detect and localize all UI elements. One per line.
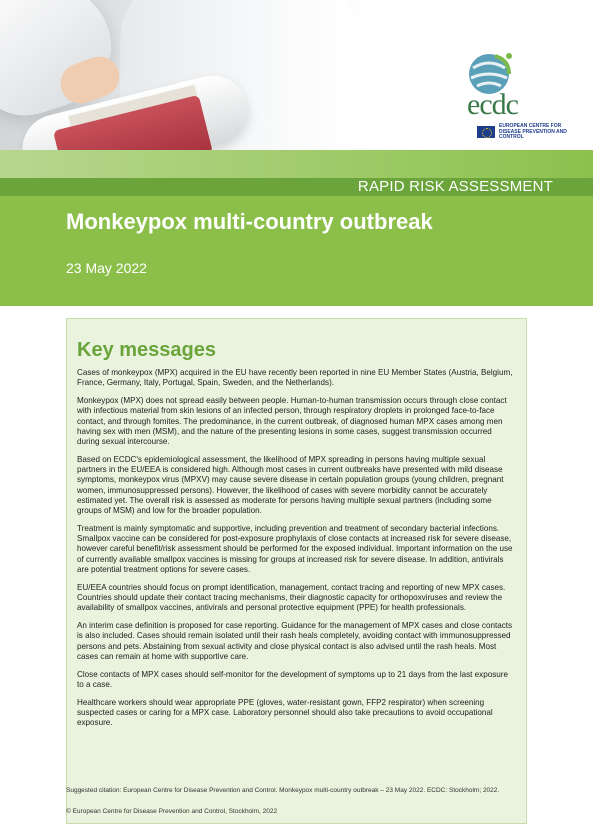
key-message-paragraph: Close contacts of MPX cases should self-monitor for the development of symptoms up to 21 days from the last exposure to a case. bbox=[77, 669, 508, 690]
photo-green-stripe bbox=[0, 150, 593, 178]
key-message-paragraph: Cases of monkeypox (MPX) acquired in the EU have recently been reported in nine EU Member States (Austria, Belgium, France, Germany, Italy, Portugal, Spain, Sweden, and the Netherlands). bbox=[77, 368, 513, 388]
key-message-paragraph: Healthcare workers should wear appropriate PPE (gloves, water-resistant gown, FFP2 respirator) when screening suspected cases or caring for a MPX case. Laboratory personnel should also take precautions to avoid occupational exposure. bbox=[77, 698, 493, 728]
ecdc-logo bbox=[455, 50, 565, 140]
key-message-paragraph: Monkeypox (MPX) does not spread easily between people. Human-to-human transmission occurs through close contact with infectious material from skin lesions of an infected person, through respiratory droplets in prolonged face-to-face contact, and through fomites. The predominance, in the current outbreak, of diagnosed human MPX cases among men having sex with men (MSM), and the nature of the presenting lesions in some cases, suggest transmission occurred during sexual intercourse. bbox=[77, 396, 507, 447]
eu-flag-icon bbox=[477, 126, 495, 138]
publication-date: 23 May 2022 bbox=[66, 260, 147, 276]
key-message-paragraph: An interim case definition is proposed for case reporting. Guidance for the management of MPX cases and close contacts is also included. Cases should remain isolated until their rash heals completely, avoiding contact with immunosuppressed persons and pets. Abstaining from sexual activity and close physical contact is also advised until the rash heals. Most cases can remain at home with supportive care. bbox=[77, 621, 513, 661]
key-message-paragraph: Treatment is mainly symptomatic and supportive, including prevention and treatment of secondary bacterial infections. Smallpox vaccine can be considered for post-exposure prophylaxis of close contacts at increased risk for severe disease, however careful benefit/risk assessment should be performed for the exposed individual. Important information on the use of currently available smallpox vaccines is missing for groups at increased risk for severe disease. In addition, antivirals are potential treatment options for severe cases. bbox=[77, 524, 513, 574]
page-title: Monkeypox multi-country outbreak bbox=[66, 209, 433, 234]
logo-subtitle: EUROPEAN CENTRE FOR DISEASE PREVENTION AND CONTROL bbox=[499, 123, 567, 140]
key-message-paragraph: Based on ECDC's epidemiological assessment, the likelihood of MPX spreading in persons having multiple sexual partners in the EU/EEA is considered high. Although most cases in current outbreaks have presented with mild disease symptoms, monkeypox virus (MPXV) may cause severe disease in certain population groups (young children, pregnant women, immunosuppressed persons). However, the likelihood of cases with severe morbidity cannot be accurately estimated yet. The overall risk is assessed as moderate for persons having multiple sexual partners (including some groups of MSM) and low for the broader population. bbox=[77, 455, 504, 516]
copyright-notice: © European Centre for Disease Prevention and Control, Stockholm, 2022 bbox=[66, 808, 278, 815]
document-type: RAPID RISK ASSESSMENT bbox=[357, 178, 553, 195]
title-banner bbox=[0, 178, 593, 306]
key-messages-heading: Key messages bbox=[77, 339, 216, 361]
suggested-citation: Suggested citation: European Centre for Disease Prevention and Control. Monkeypox multi-country outbreak – 23 May 2022. ECDC: Stockholm; 2022. bbox=[66, 787, 500, 794]
key-messages-box bbox=[66, 318, 527, 824]
logo-wordmark: ecdc bbox=[467, 88, 518, 121]
key-message-paragraph: EU/EEA countries should focus on prompt identification, management, contact tracing and reporting of new MPX cases. Countries should update their contact tracing mechanisms, their diagnostic capacity for orthopoxviruses and review the availability of smallpox vaccines, antivirals and personal protective equipment (PPE) for health professionals. bbox=[77, 582, 506, 613]
